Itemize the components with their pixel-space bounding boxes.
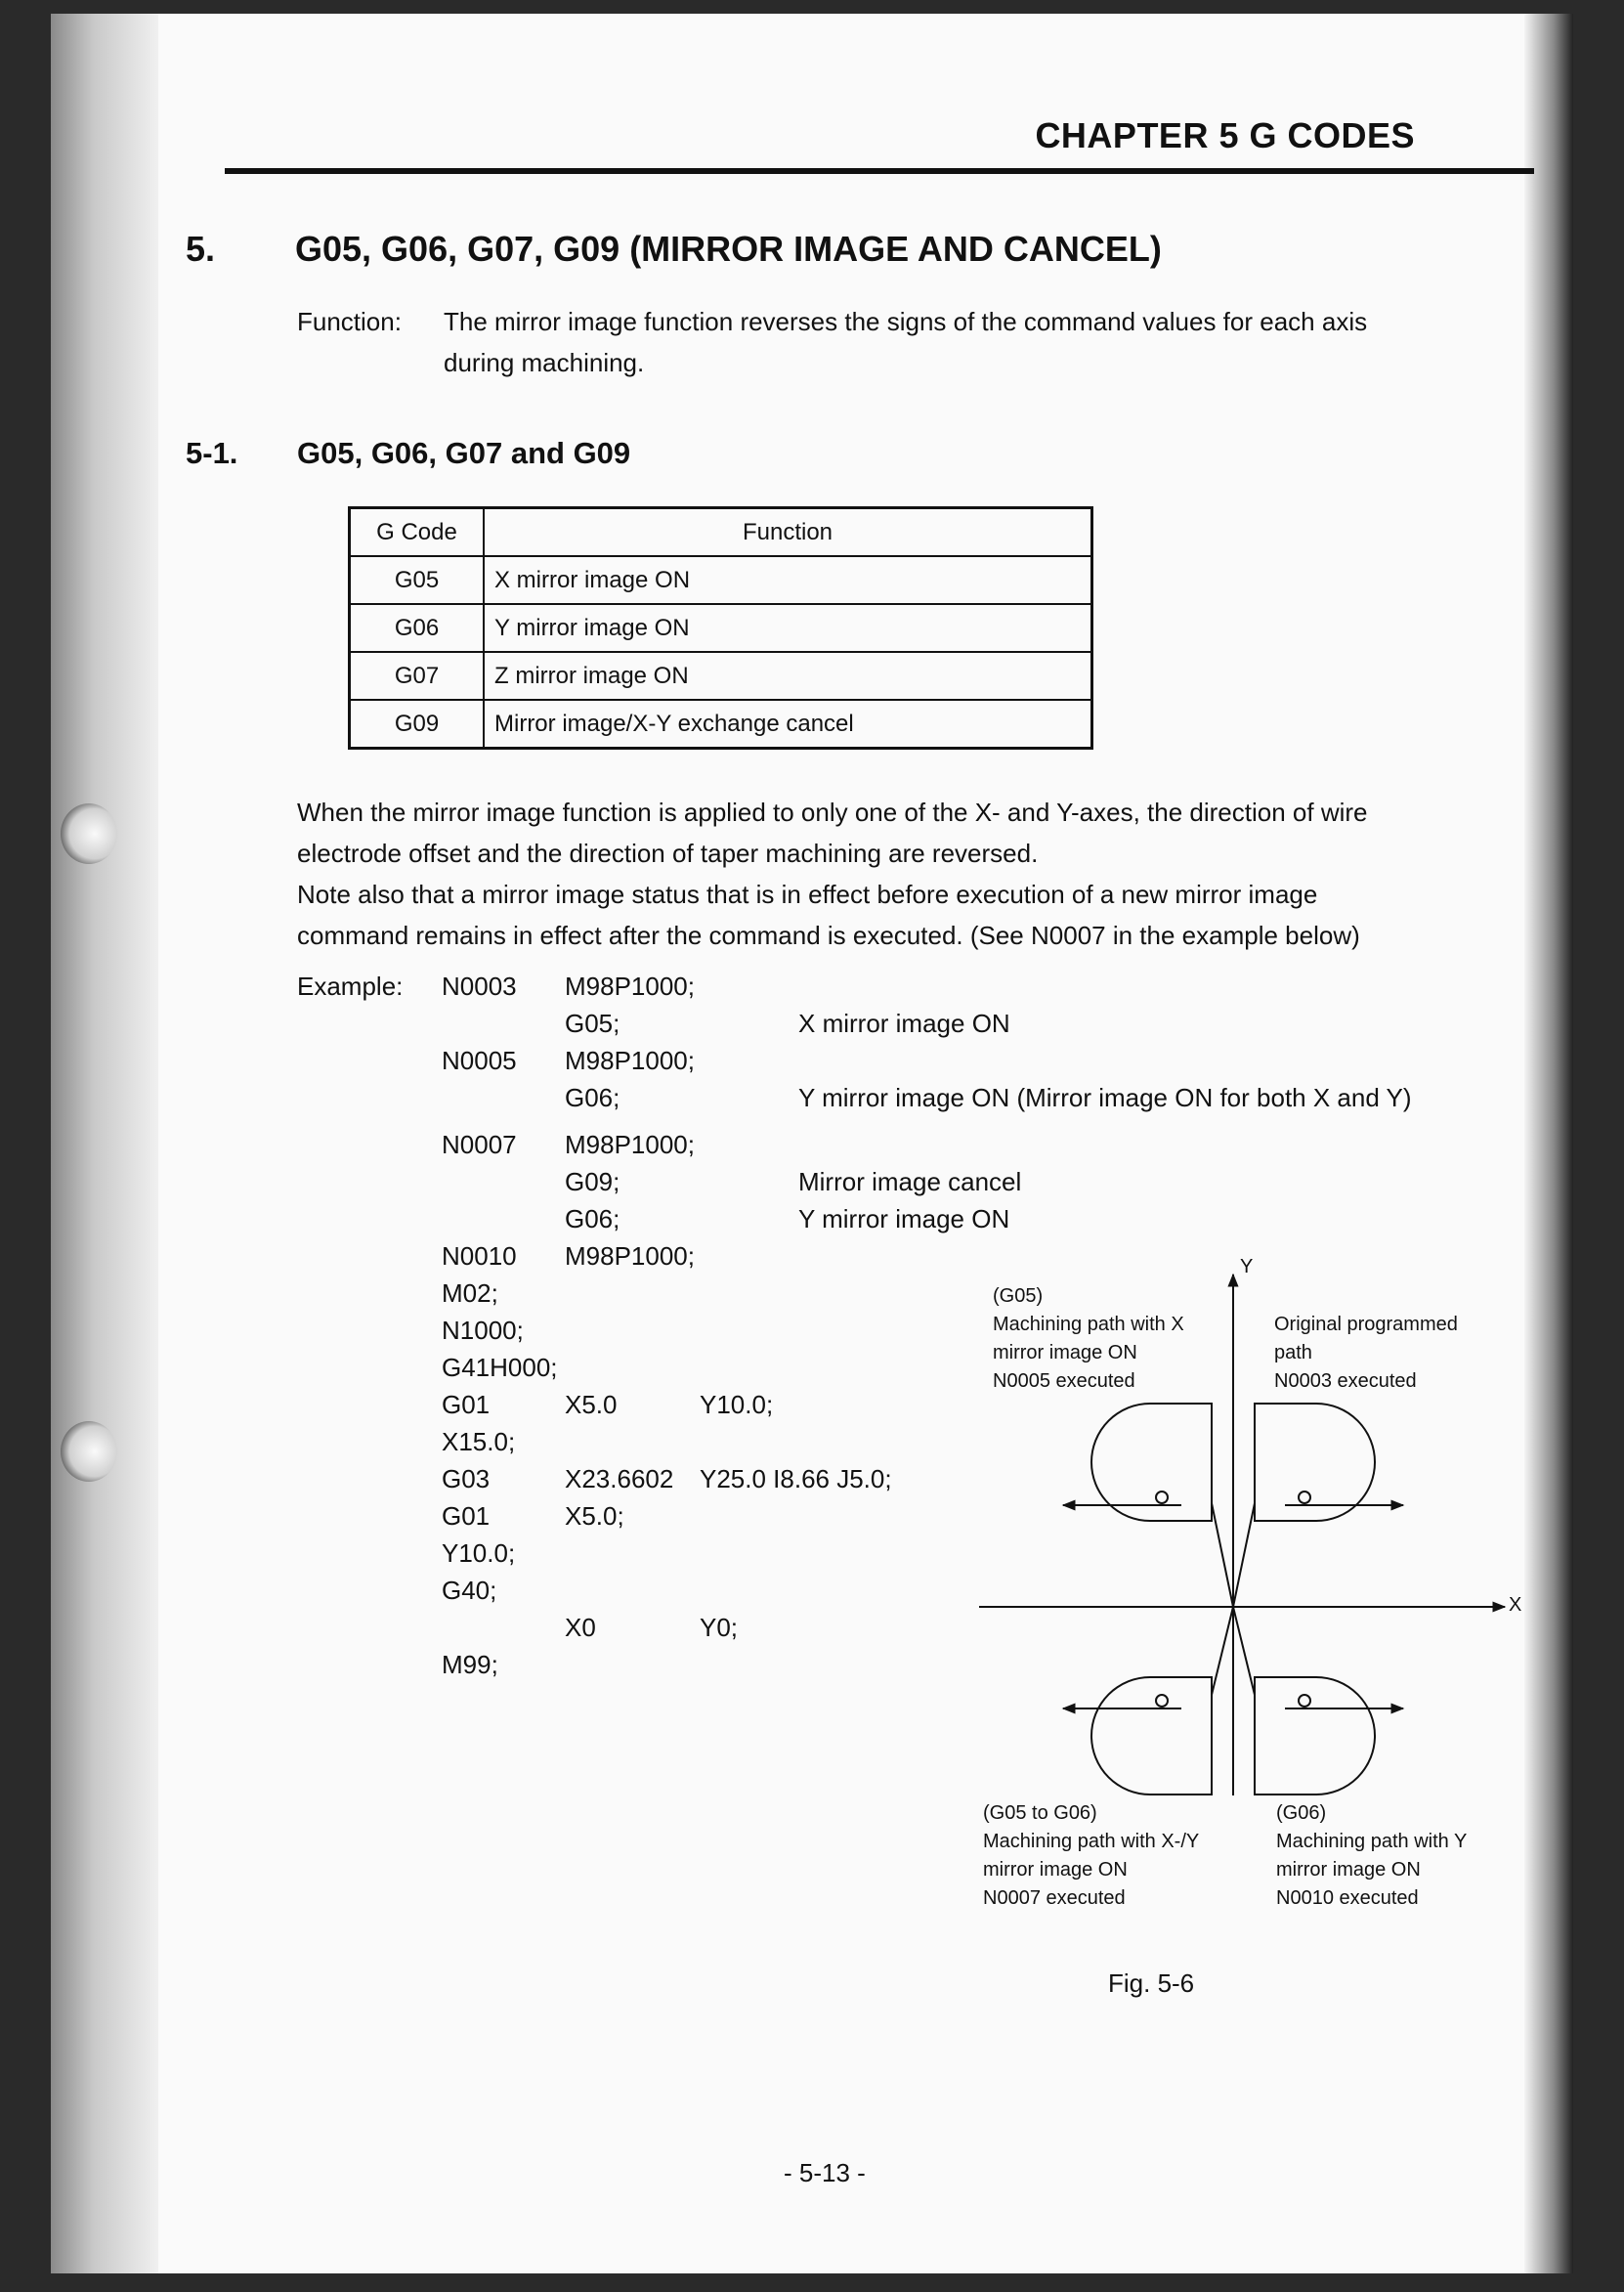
code-comment: Y mirror image ON [798,1204,1010,1233]
x-axis-label: X [1509,1594,1522,1616]
function-text-line-1: The mirror image function reverses the signs of the command values for each axis [444,307,1368,336]
code-token: N0003 [442,972,517,1001]
table-cell-code: G09 [350,700,485,749]
body-line-2: electrode offset and the direction of taper machining are reversed. [297,839,1039,868]
q-bottom-left-caption: (G05 to G06) Machining path with X-/Y mirror image ON N0007 executed [983,1802,1200,1909]
table-cell-code: G07 [350,652,485,700]
code-token: G06; [565,1083,620,1112]
subsection-number: 5-1. [186,436,238,470]
code-token: Y10.0; [442,1538,516,1568]
function-label: Function: [297,307,402,336]
function-text-line-2: during machining. [444,348,645,377]
table-header-cell: G Code [350,508,485,557]
edge-shadow [1524,14,1573,2273]
document-page [51,14,1573,2273]
table-cell-function: Y mirror image ON [484,604,1092,652]
code-token: M99; [442,1650,498,1679]
code-token: N0005 [442,1046,517,1075]
header-rule [225,168,1534,174]
table-header-cell: Function [484,508,1092,557]
code-token: G05; [565,1009,620,1038]
figure-caption: Fig. 5-6 [1108,1968,1195,1998]
code-comment: Mirror image cancel [798,1167,1022,1196]
code-token: G06; [565,1204,620,1233]
code-token: X23.6602 [565,1464,674,1493]
code-token: G01 [442,1390,491,1419]
q-bottom-right-caption: (G06) Machining path with Y mirror image ON N0010 executed [1276,1802,1468,1909]
code-token: G41H000; [442,1353,558,1382]
table-row [350,604,1092,652]
section-number: 5. [186,229,216,269]
code-token: X15.0; [442,1427,516,1456]
body-line-1: When the mirror image function is applied to only one of the X- and Y-axes, the direction of wire [297,798,1368,827]
code-token: M98P1000; [565,1241,695,1271]
code-token: G09; [565,1167,620,1196]
table-cell-code: G06 [350,604,485,652]
code-token: N1000; [442,1316,524,1345]
binder-hole [61,1421,117,1482]
code-token: M02; [442,1278,498,1308]
table-row [350,652,1092,700]
code-token: M98P1000; [565,972,695,1001]
q-top-left-caption: (G05) Machining path with X mirror image ON N0005 executed [993,1285,1184,1392]
subsection-title: G05, G06, G07 and G09 [297,436,631,470]
code-token: Y0; [700,1613,739,1642]
section-title: G05, G06, G07, G09 (MIRROR IMAGE AND CANCEL) [295,229,1162,269]
page-number: - 5-13 - [784,2158,866,2187]
body-line-4: command remains in effect after the command is executed. (See N0007 in the example below) [297,921,1360,950]
table-cell-function: X mirror image ON [484,556,1092,604]
table-cell-function: Mirror image/X-Y exchange cancel [484,700,1092,749]
chapter-header: CHAPTER 5 G CODES [1035,115,1415,155]
code-comment: X mirror image ON [798,1009,1010,1038]
example-label: Example: [297,972,404,1001]
code-token: Y25.0 I8.66 J5.0; [700,1464,892,1493]
code-token: N0007 [442,1130,517,1159]
binder-hole [61,803,117,864]
y-axis-label: Y [1240,1256,1254,1277]
code-token: G40; [442,1576,497,1605]
body-line-3: Note also that a mirror image status that is in effect before execution of a new mirror image [297,880,1318,909]
table-cell-function: Z mirror image ON [484,652,1092,700]
q-top-right-caption: Original programmed path N0003 executed [1274,1314,1458,1392]
code-comment: Y mirror image ON (Mirror image ON for both X and Y) [798,1083,1412,1112]
binding-shadow [51,14,158,2273]
table-header-row [350,508,1092,557]
code-token: N0010 [442,1241,517,1271]
code-token: G01 [442,1501,491,1531]
code-token: M98P1000; [565,1046,695,1075]
code-token: G03 [442,1464,491,1493]
table-cell-code: G05 [350,556,485,604]
code-token: M98P1000; [565,1130,695,1159]
gcode-table [348,506,1093,750]
code-token: X0 [565,1613,596,1642]
table-row [350,556,1092,604]
table-row [350,700,1092,749]
code-token: X5.0 [565,1390,618,1419]
code-token: Y10.0; [700,1390,774,1419]
code-token: X5.0; [565,1501,624,1531]
